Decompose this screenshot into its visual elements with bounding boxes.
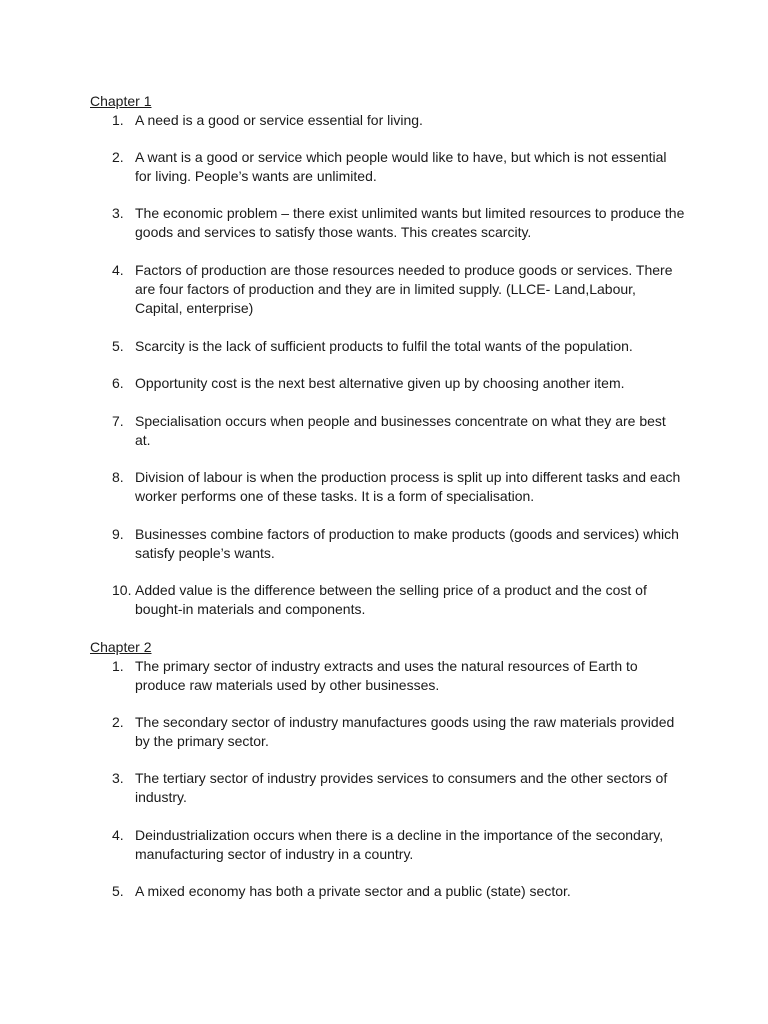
list-item-text: Added value is the difference between the selling price of a product and the cost of bought-in materials and components. <box>135 582 647 617</box>
list-item-number: 5. <box>112 883 124 899</box>
list-item-number: 3. <box>112 205 124 221</box>
list-item-text: A mixed economy has both a private sector and a public (state) sector. <box>135 883 571 899</box>
list-item-number: 1. <box>112 658 124 674</box>
list-item-number: 8. <box>112 469 124 485</box>
list-item-text: Factors of production are those resources needed to produce goods or services. There are four factors of production and they are in limited supply. (LLCE- Land,Labour, Capital, enterprise) <box>135 262 673 316</box>
list-item-text: A need is a good or service essential for living. <box>135 112 423 128</box>
list-item-number: 6. <box>112 375 124 391</box>
chapter-1-section <box>90 92 690 617</box>
list-item-text: A want is a good or service which people would like to have, but which is not essential for living. People’s wants are unlimited. <box>135 149 667 184</box>
list-item-text: The primary sector of industry extracts and uses the natural resources of Earth to produce raw materials used by other businesses. <box>135 658 638 693</box>
list-item-number: 2. <box>112 149 124 165</box>
list-item-number: 4. <box>112 262 124 278</box>
chapter-2-section <box>90 638 690 899</box>
list-item-text: Specialisation occurs when people and businesses concentrate on what they are best at. <box>135 413 666 448</box>
list-item-number: 1. <box>112 112 124 128</box>
chapter-1-heading: Chapter 1 <box>90 93 152 109</box>
list-item-number: 3. <box>112 770 124 786</box>
list-item-number: 2. <box>112 714 124 730</box>
list-item-text: Scarcity is the lack of sufficient products to fulfil the total wants of the population. <box>135 338 633 354</box>
list-item-text: The secondary sector of industry manufactures goods using the raw materials provided by the primary sector. <box>135 714 675 749</box>
list-item-number: 10. <box>112 582 132 598</box>
list-item-number: 4. <box>112 827 124 843</box>
list-item-text: Businesses combine factors of production to make products (goods and services) which satisfy people’s wants. <box>135 526 679 561</box>
list-item-text: Deindustrialization occurs when there is a decline in the importance of the secondary, manufacturing sector of industry in a country. <box>135 827 664 862</box>
list-item-text: The economic problem – there exist unlimited wants but limited resources to produce the goods and services to satisfy those wants. This creates scarcity. <box>135 205 685 240</box>
list-item-number: 9. <box>112 526 124 542</box>
chapter-2-heading: Chapter 2 <box>90 639 152 655</box>
list-item-text: Division of labour is when the production process is split up into different tasks and each worker performs one of these tasks. It is a form of specialisation. <box>135 469 681 504</box>
list-item-text: Opportunity cost is the next best alternative given up by choosing another item. <box>135 375 625 391</box>
list-item-text: The tertiary sector of industry provides services to consumers and the other sectors of industry. <box>135 770 668 805</box>
list-item-number: 7. <box>112 413 124 429</box>
list-item-number: 5. <box>112 338 124 354</box>
